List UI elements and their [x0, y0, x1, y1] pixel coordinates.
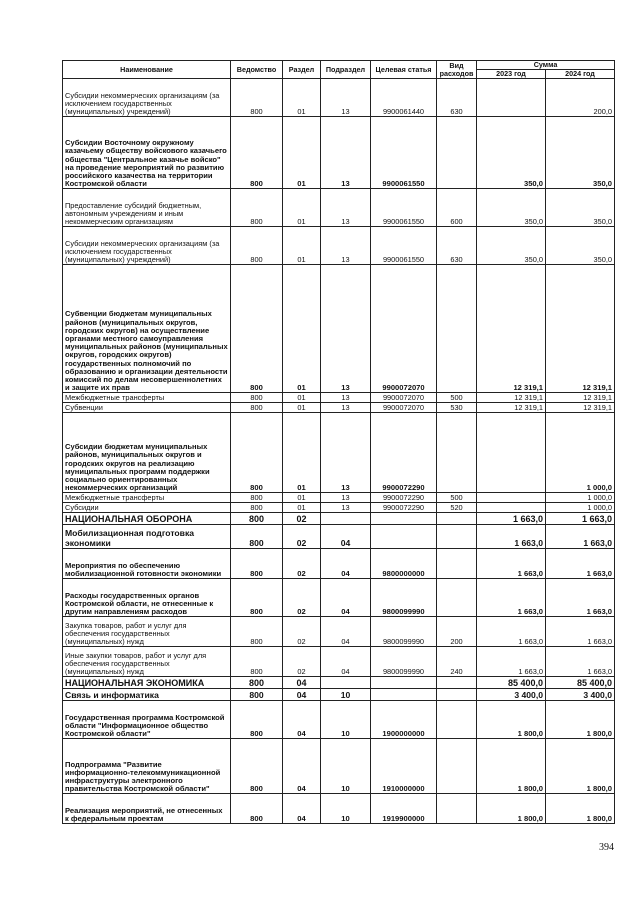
cell-vedomstvo: 800	[231, 794, 283, 824]
cell-podrazdel: 13	[321, 413, 371, 493]
header-razdel: Раздел	[283, 61, 321, 79]
cell-sum-2023: 1 663,0	[477, 549, 546, 579]
cell-name: Иные закупки товаров, работ и услуг для обеспечения государственных (муниципальных) нужд	[63, 647, 231, 677]
cell-vedomstvo: 800	[231, 579, 283, 617]
cell-razdel: 01	[283, 493, 321, 503]
cell-podrazdel: 13	[321, 393, 371, 403]
cell-sum-2024: 1 000,0	[546, 493, 615, 503]
cell-expense-type	[437, 117, 477, 189]
cell-sum-2024: 1 663,0	[546, 549, 615, 579]
cell-expense-type: 630	[437, 79, 477, 117]
cell-sum-2024: 1 663,0	[546, 579, 615, 617]
cell-razdel: 04	[283, 739, 321, 794]
table-row	[63, 794, 615, 824]
cell-target-article: 1910000000	[371, 739, 437, 794]
cell-podrazdel: 04	[321, 549, 371, 579]
table-row	[63, 117, 615, 189]
table-row	[63, 227, 615, 265]
cell-target-article: 1900000000	[371, 701, 437, 739]
cell-target-article	[371, 677, 437, 689]
cell-sum-2023: 12 319,1	[477, 403, 546, 413]
cell-sum-2023: 350,0	[477, 189, 546, 227]
cell-expense-type	[437, 689, 477, 701]
table-row	[63, 739, 615, 794]
cell-razdel: 04	[283, 794, 321, 824]
cell-vedomstvo: 800	[231, 689, 283, 701]
cell-sum-2024: 3 400,0	[546, 689, 615, 701]
header-podrazdel: Подраздел	[321, 61, 371, 79]
table-row	[63, 689, 615, 701]
cell-razdel: 02	[283, 579, 321, 617]
cell-expense-type	[437, 701, 477, 739]
cell-podrazdel	[321, 677, 371, 689]
cell-name: НАЦИОНАЛЬНАЯ ЭКОНОМИКА	[63, 677, 231, 689]
cell-razdel: 01	[283, 265, 321, 393]
table-row	[63, 701, 615, 739]
cell-name: НАЦИОНАЛЬНАЯ ОБОРОНА	[63, 513, 231, 525]
cell-vedomstvo: 800	[231, 117, 283, 189]
cell-name: Субсидии	[63, 503, 231, 513]
cell-vedomstvo: 800	[231, 617, 283, 647]
cell-sum-2024: 1 663,0	[546, 513, 615, 525]
cell-name: Реализация мероприятий, не отнесенных к федеральным проектам	[63, 794, 231, 824]
cell-sum-2023	[477, 503, 546, 513]
cell-expense-type: 500	[437, 493, 477, 503]
cell-sum-2024: 350,0	[546, 189, 615, 227]
table-row	[63, 393, 615, 403]
cell-expense-type	[437, 549, 477, 579]
cell-target-article: 9800099990	[371, 617, 437, 647]
cell-name: Субсидии некоммерческих организациям (за исключением государственных (муниципальных) учреждений)	[63, 79, 231, 117]
cell-sum-2024: 1 663,0	[546, 617, 615, 647]
cell-expense-type	[437, 579, 477, 617]
cell-expense-type: 600	[437, 189, 477, 227]
cell-vedomstvo: 800	[231, 265, 283, 393]
cell-expense-type: 240	[437, 647, 477, 677]
table-row	[63, 265, 615, 393]
table-row	[63, 79, 615, 117]
cell-sum-2024: 12 319,1	[546, 265, 615, 393]
header-year-2024: 2024 год	[546, 70, 615, 79]
cell-podrazdel: 04	[321, 647, 371, 677]
table-row	[63, 403, 615, 413]
cell-vedomstvo: 800	[231, 549, 283, 579]
cell-sum-2023: 1 800,0	[477, 701, 546, 739]
cell-razdel: 02	[283, 525, 321, 549]
cell-podrazdel: 13	[321, 265, 371, 393]
cell-sum-2023: 350,0	[477, 227, 546, 265]
cell-razdel: 01	[283, 189, 321, 227]
cell-sum-2024: 1 000,0	[546, 503, 615, 513]
cell-target-article: 9900061550	[371, 117, 437, 189]
cell-name: Мероприятия по обеспечению мобилизационной готовности экономики	[63, 549, 231, 579]
cell-sum-2024: 1 800,0	[546, 794, 615, 824]
cell-expense-type	[437, 677, 477, 689]
table-row	[63, 647, 615, 677]
cell-razdel: 04	[283, 689, 321, 701]
cell-vedomstvo: 800	[231, 647, 283, 677]
cell-target-article: 9800000000	[371, 549, 437, 579]
table-row	[63, 677, 615, 689]
cell-target-article: 9900061550	[371, 227, 437, 265]
cell-podrazdel: 13	[321, 493, 371, 503]
cell-name: Подпрограмма "Развитие информационно-телекоммуникационной инфраструктуры электронного правительства Костромской области"	[63, 739, 231, 794]
cell-name: Закупка товаров, работ и услуг для обеспечения государственных (муниципальных) нужд	[63, 617, 231, 647]
cell-podrazdel: 13	[321, 79, 371, 117]
table-row	[63, 617, 615, 647]
cell-podrazdel: 04	[321, 579, 371, 617]
cell-target-article: 9900061550	[371, 189, 437, 227]
cell-vedomstvo: 800	[231, 79, 283, 117]
cell-name: Межбюджетные трансферты	[63, 393, 231, 403]
table-row	[63, 513, 615, 525]
table-row	[63, 579, 615, 617]
cell-target-article	[371, 513, 437, 525]
cell-vedomstvo: 800	[231, 503, 283, 513]
header-year-2023: 2023 год	[477, 70, 546, 79]
cell-sum-2024: 350,0	[546, 117, 615, 189]
cell-razdel: 01	[283, 227, 321, 265]
header-vedomstvo: Ведомство	[231, 61, 283, 79]
cell-sum-2024: 1 663,0	[546, 647, 615, 677]
cell-sum-2023	[477, 79, 546, 117]
cell-expense-type	[437, 525, 477, 549]
cell-razdel: 02	[283, 513, 321, 525]
cell-sum-2023: 1 663,0	[477, 617, 546, 647]
cell-target-article: 9900072290	[371, 413, 437, 493]
cell-razdel: 01	[283, 79, 321, 117]
cell-sum-2023: 350,0	[477, 117, 546, 189]
cell-sum-2023	[477, 413, 546, 493]
cell-podrazdel: 10	[321, 701, 371, 739]
table-row	[63, 503, 615, 513]
table-row	[63, 413, 615, 493]
cell-sum-2024: 1 000,0	[546, 413, 615, 493]
header-summa: Сумма	[477, 61, 615, 70]
cell-vedomstvo: 800	[231, 403, 283, 413]
cell-expense-type: 500	[437, 393, 477, 403]
cell-podrazdel: 13	[321, 227, 371, 265]
cell-target-article: 9800099990	[371, 647, 437, 677]
cell-sum-2024: 1 663,0	[546, 525, 615, 549]
cell-expense-type: 530	[437, 403, 477, 413]
header-name: Наименование	[63, 61, 231, 79]
cell-razdel: 01	[283, 117, 321, 189]
cell-name: Субсидии бюджетам муниципальных районов, муниципальных округов и городских округов на реализацию муниципальных программ поддержки социально ориентированных некоммерческих организаций	[63, 413, 231, 493]
cell-target-article: 9900072290	[371, 493, 437, 503]
cell-vedomstvo: 800	[231, 739, 283, 794]
cell-name: Расходы государственных органов Костромской области, не отнесенные к другим направлениям расходов	[63, 579, 231, 617]
cell-expense-type	[437, 739, 477, 794]
header-expense-type: Вид расходов	[437, 61, 477, 79]
cell-podrazdel: 10	[321, 739, 371, 794]
cell-vedomstvo: 800	[231, 493, 283, 503]
cell-expense-type	[437, 265, 477, 393]
table-row	[63, 525, 615, 549]
cell-name: Связь и информатика	[63, 689, 231, 701]
cell-razdel: 02	[283, 647, 321, 677]
cell-vedomstvo: 800	[231, 413, 283, 493]
cell-sum-2024: 1 800,0	[546, 739, 615, 794]
cell-sum-2023: 1 800,0	[477, 794, 546, 824]
page-number: 394	[599, 842, 614, 853]
cell-vedomstvo: 800	[231, 227, 283, 265]
cell-sum-2023: 1 663,0	[477, 579, 546, 617]
cell-expense-type: 630	[437, 227, 477, 265]
cell-sum-2024: 12 319,1	[546, 393, 615, 403]
cell-razdel: 01	[283, 503, 321, 513]
cell-expense-type	[437, 513, 477, 525]
cell-sum-2024: 350,0	[546, 227, 615, 265]
cell-sum-2023: 1 663,0	[477, 513, 546, 525]
cell-target-article	[371, 525, 437, 549]
cell-razdel: 02	[283, 549, 321, 579]
table-row	[63, 189, 615, 227]
cell-sum-2023: 1 663,0	[477, 525, 546, 549]
cell-podrazdel: 10	[321, 689, 371, 701]
table-row	[63, 549, 615, 579]
table-row	[63, 493, 615, 503]
cell-podrazdel: 13	[321, 403, 371, 413]
cell-name: Субсидии некоммерческих организациям (за исключением государственных (муниципальных) учреждений)	[63, 227, 231, 265]
cell-podrazdel: 10	[321, 794, 371, 824]
cell-name: Предоставление субсидий бюджетным, автономным учреждениям и иным некоммерческим организациям	[63, 189, 231, 227]
cell-name: Субвенции бюджетам муниципальных районов (муниципальных округов, городских округов) на осуществление органами местного самоуправления муниципальных районов (муниципальных округов, городских округов) государственных полномочий по образованию и организации деятельности комиссий по делам несовершеннолетних и защите их прав	[63, 265, 231, 393]
cell-name: Субсидии Восточному окружному казачьему обществу войскового казачьего общества "Центральное казачье войско" на проведение мероприятий по развитию российского казачества на территории Костромской области	[63, 117, 231, 189]
cell-sum-2024: 12 319,1	[546, 403, 615, 413]
cell-razdel: 01	[283, 413, 321, 493]
cell-sum-2023	[477, 493, 546, 503]
cell-sum-2024: 85 400,0	[546, 677, 615, 689]
cell-razdel: 01	[283, 393, 321, 403]
cell-sum-2024: 200,0	[546, 79, 615, 117]
cell-name: Государственная программа Костромской области "Информационное общество Костромской области"	[63, 701, 231, 739]
cell-target-article: 9900072290	[371, 503, 437, 513]
cell-expense-type	[437, 794, 477, 824]
budget-table	[62, 60, 615, 824]
cell-podrazdel: 13	[321, 117, 371, 189]
table-header	[63, 61, 615, 79]
cell-target-article: 9900072070	[371, 265, 437, 393]
cell-vedomstvo: 800	[231, 513, 283, 525]
cell-target-article: 9900061440	[371, 79, 437, 117]
budget-table-document	[62, 60, 614, 824]
cell-target-article: 9900072070	[371, 393, 437, 403]
header-target-article: Целевая статья	[371, 61, 437, 79]
cell-vedomstvo: 800	[231, 393, 283, 403]
cell-sum-2023: 3 400,0	[477, 689, 546, 701]
cell-vedomstvo: 800	[231, 701, 283, 739]
cell-sum-2024: 1 800,0	[546, 701, 615, 739]
cell-sum-2023: 85 400,0	[477, 677, 546, 689]
cell-name: Субвенции	[63, 403, 231, 413]
cell-expense-type	[437, 413, 477, 493]
cell-sum-2023: 1 800,0	[477, 739, 546, 794]
cell-sum-2023: 1 663,0	[477, 647, 546, 677]
cell-sum-2023: 12 319,1	[477, 393, 546, 403]
cell-expense-type: 520	[437, 503, 477, 513]
cell-target-article: 9900072070	[371, 403, 437, 413]
cell-name: Мобилизационная подготовка экономики	[63, 525, 231, 549]
cell-vedomstvo: 800	[231, 525, 283, 549]
cell-podrazdel: 13	[321, 503, 371, 513]
cell-razdel: 04	[283, 701, 321, 739]
cell-podrazdel: 04	[321, 617, 371, 647]
cell-target-article: 1919900000	[371, 794, 437, 824]
cell-podrazdel: 04	[321, 525, 371, 549]
cell-name: Межбюджетные трансферты	[63, 493, 231, 503]
cell-vedomstvo: 800	[231, 189, 283, 227]
cell-expense-type: 200	[437, 617, 477, 647]
cell-razdel: 02	[283, 617, 321, 647]
cell-sum-2023: 12 319,1	[477, 265, 546, 393]
table-body	[63, 79, 615, 824]
cell-target-article	[371, 689, 437, 701]
cell-razdel: 01	[283, 403, 321, 413]
cell-podrazdel	[321, 513, 371, 525]
cell-podrazdel: 13	[321, 189, 371, 227]
cell-target-article: 9800099990	[371, 579, 437, 617]
cell-vedomstvo: 800	[231, 677, 283, 689]
cell-razdel: 04	[283, 677, 321, 689]
